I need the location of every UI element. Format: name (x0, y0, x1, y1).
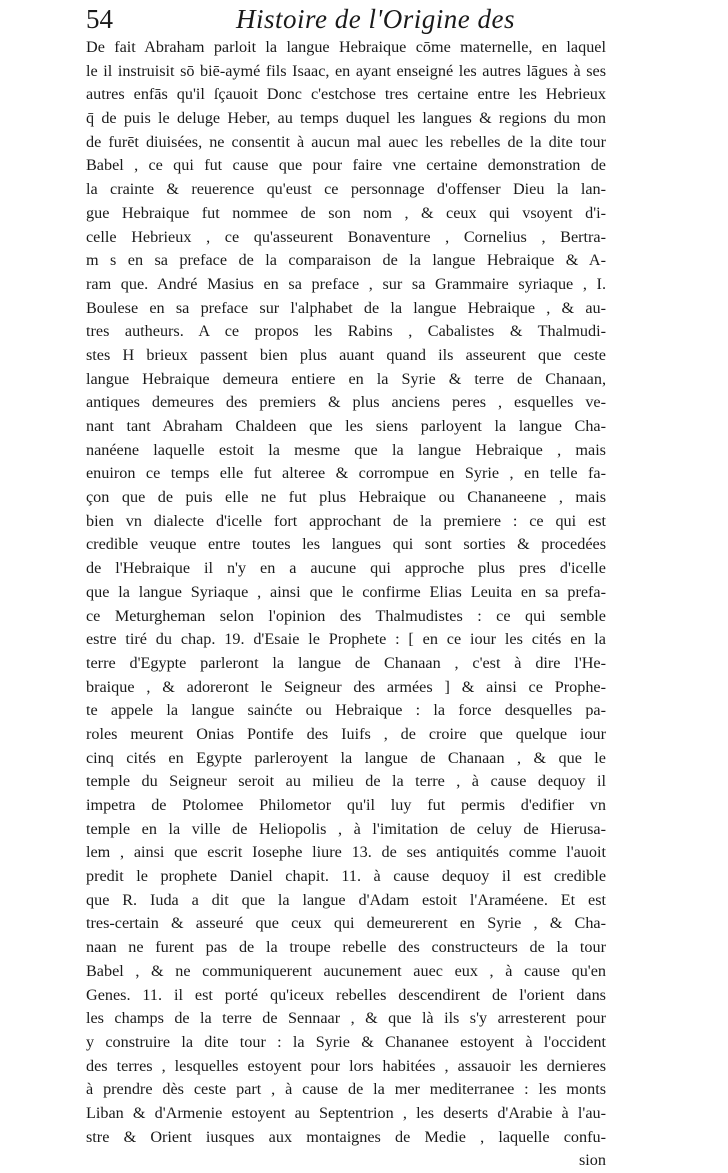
text-line: predit le prophete Daniel chapit. 11. à cause dequoy il est credible (86, 867, 606, 886)
text-line: que la langue Syriaque , ainsi que le confirme Elias Leuita en sa prefa- (86, 582, 606, 601)
text-line: à prendre dès ceste part , à cause de la mer mediterranee : les monts (86, 1080, 606, 1099)
text-line: naan ne furent pas de la troupe rebelle des constructeurs de la tour (86, 938, 606, 957)
text-line: enuiron ce temps elle fut alteree & corrompue en Syrie , en telle fa- (86, 464, 606, 483)
text-line: stes H brieux passent bien plus auant quand ils asseurent que ceste (86, 345, 606, 364)
text-line: tres-certain & asseuré que ceux qui demeurerent en Syrie , & Cha- (86, 914, 606, 933)
text-line: celle Hebrieux , ce qu'asseurent Bonaventure , Cornelius , Bertra- (86, 227, 606, 246)
text-line: q̄ de puis le deluge Heber, au temps duquel les langues & regions du mon (86, 109, 606, 128)
text-line: m s en sa preface de la comparaison de la langue Hebraique & A- (86, 251, 606, 270)
text-line: Genes. 11. il est porté qu'iceux rebelles descendirent de l'orient dans (86, 985, 606, 1004)
text-line: y construire la dite tour : la Syrie & Chananee estoyent à l'occident (86, 1032, 606, 1051)
text-line: nant tant Abraham Chaldeen que les siens parloyent la langue Cha- (86, 417, 606, 435)
text-line: bien vn dialecte d'icelle fort approchant de la premiere : ce qui est (86, 511, 606, 530)
text-line: lem , ainsi que escrit Iosephe liure 13. de ses antiquités comme l'auoit (86, 843, 606, 862)
text-line: tres autheurs. A ce propos les Rabins , Cabalistes & Thalmudi- (86, 322, 606, 341)
text-line: que R. Iuda a dit que la langue d'Adam estoit l'Araméene. Et est (86, 890, 606, 909)
text-line: ram que. André Masius en sa preface , sur sa Grammaire syriaque , I. (86, 274, 606, 293)
page-number: 54 (86, 4, 113, 34)
text-line: gue Hebraique fut nommee de son nom , & ceux qui vsoyent d'i- (86, 203, 606, 222)
text-line: çon que de puis elle ne fut plus Hebraique ou Chananeene , mais (86, 488, 606, 507)
text-line: ce Meturgheman selon l'opinion des Thalmudistes : ce qui semble (86, 606, 606, 625)
text-line: langue Hebraique demeura entiere en la Syrie & terre de Chanaan, (86, 369, 606, 388)
text-line: des terres , lesquelles estoyent pour lors habitées , assauoir les dernieres (86, 1056, 606, 1075)
text-line: temple en la ville de Heliopolis , à l'imitation de celuy de Hierusa- (86, 819, 606, 838)
text-line: roles meurent Onias Pontife des Iuifs , de croire que quelque iour (86, 724, 606, 743)
text-line: antiques demeures des premiers & plus anciens peres , esquelles ve- (86, 393, 606, 412)
text-line: temple du Seigneur seroit au milieu de la terre , à cause dequoy il (86, 772, 606, 791)
text-line: nanéene laquelle estoit la mesme que la langue Hebraique , mais (86, 440, 606, 459)
text-line: Boulese en sa preface sur l'alphabet de la langue Hebraique , & au- (86, 298, 606, 317)
text-line: le il instruisit sō biē-aymé fils Isaac, en ayant enseigné les autres lāgues à ses (86, 61, 606, 80)
text-line: terre d'Egypte parleront la langue de Chanaan , c'est à dire l'He- (86, 653, 606, 672)
body-text (86, 36, 606, 1173)
text-line: Babel , ce qui fut cause que pour faire vne certaine demonstration de (86, 156, 606, 175)
text-line: cinq cités en Egypte parleroyent la langue de Chanaan , & que le (86, 748, 606, 767)
running-title: Histoire de l'Origine des (236, 4, 515, 34)
text-line: stre & Orient iusques aux montaignes de Medie , laquelle confu- (86, 1127, 606, 1146)
text-line: de l'Hebraique il n'y en a aucune qui approche plus pres d'icelle (86, 559, 606, 578)
text-line: Babel , & ne communiquerent aucunement auec eux , à cause qu'en (86, 961, 606, 980)
catchword: sion (579, 1151, 606, 1170)
running-head (86, 2, 606, 36)
text-line: estre tiré du chap. 19. d'Esaie le Prophete : [ en ce iour les cités en la (86, 630, 606, 649)
text-line: te appele la langue sainćte ou Hebraique : la force desquelles pa- (86, 701, 606, 720)
text-line: credible veuque entre toutes les langues qui sont sorties & procedées (86, 535, 606, 554)
text-line: impetra de Ptolomee Philometor qu'il luy fut permis d'edifier vn (86, 796, 606, 814)
text-line: De fait Abraham parloit la langue Hebraique cōme maternelle, en laquel (86, 38, 606, 56)
text-line: autres enfās qu'il ſçauoit Donc c'estchose tres certaine entre les Hebrieux (86, 85, 606, 104)
text-line: la crainte & reuerence qu'eust ce personnage d'offenser Dieu la lan- (86, 180, 606, 199)
text-line: braique , & adoreront le Seigneur des armées ] & ainsi ce Prophe- (86, 677, 606, 696)
text-line: les champs de la terre de Sennaar , & que là ils s'y arresterent pour (86, 1009, 606, 1028)
text-line: de furēt diuisées, ne consentit à aucun mal auec les rebelles de la dite tour (86, 132, 606, 151)
text-line: Liban & d'Armenie estoyent au Septentrion , les deserts d'Arabie à l'au- (86, 1103, 606, 1122)
